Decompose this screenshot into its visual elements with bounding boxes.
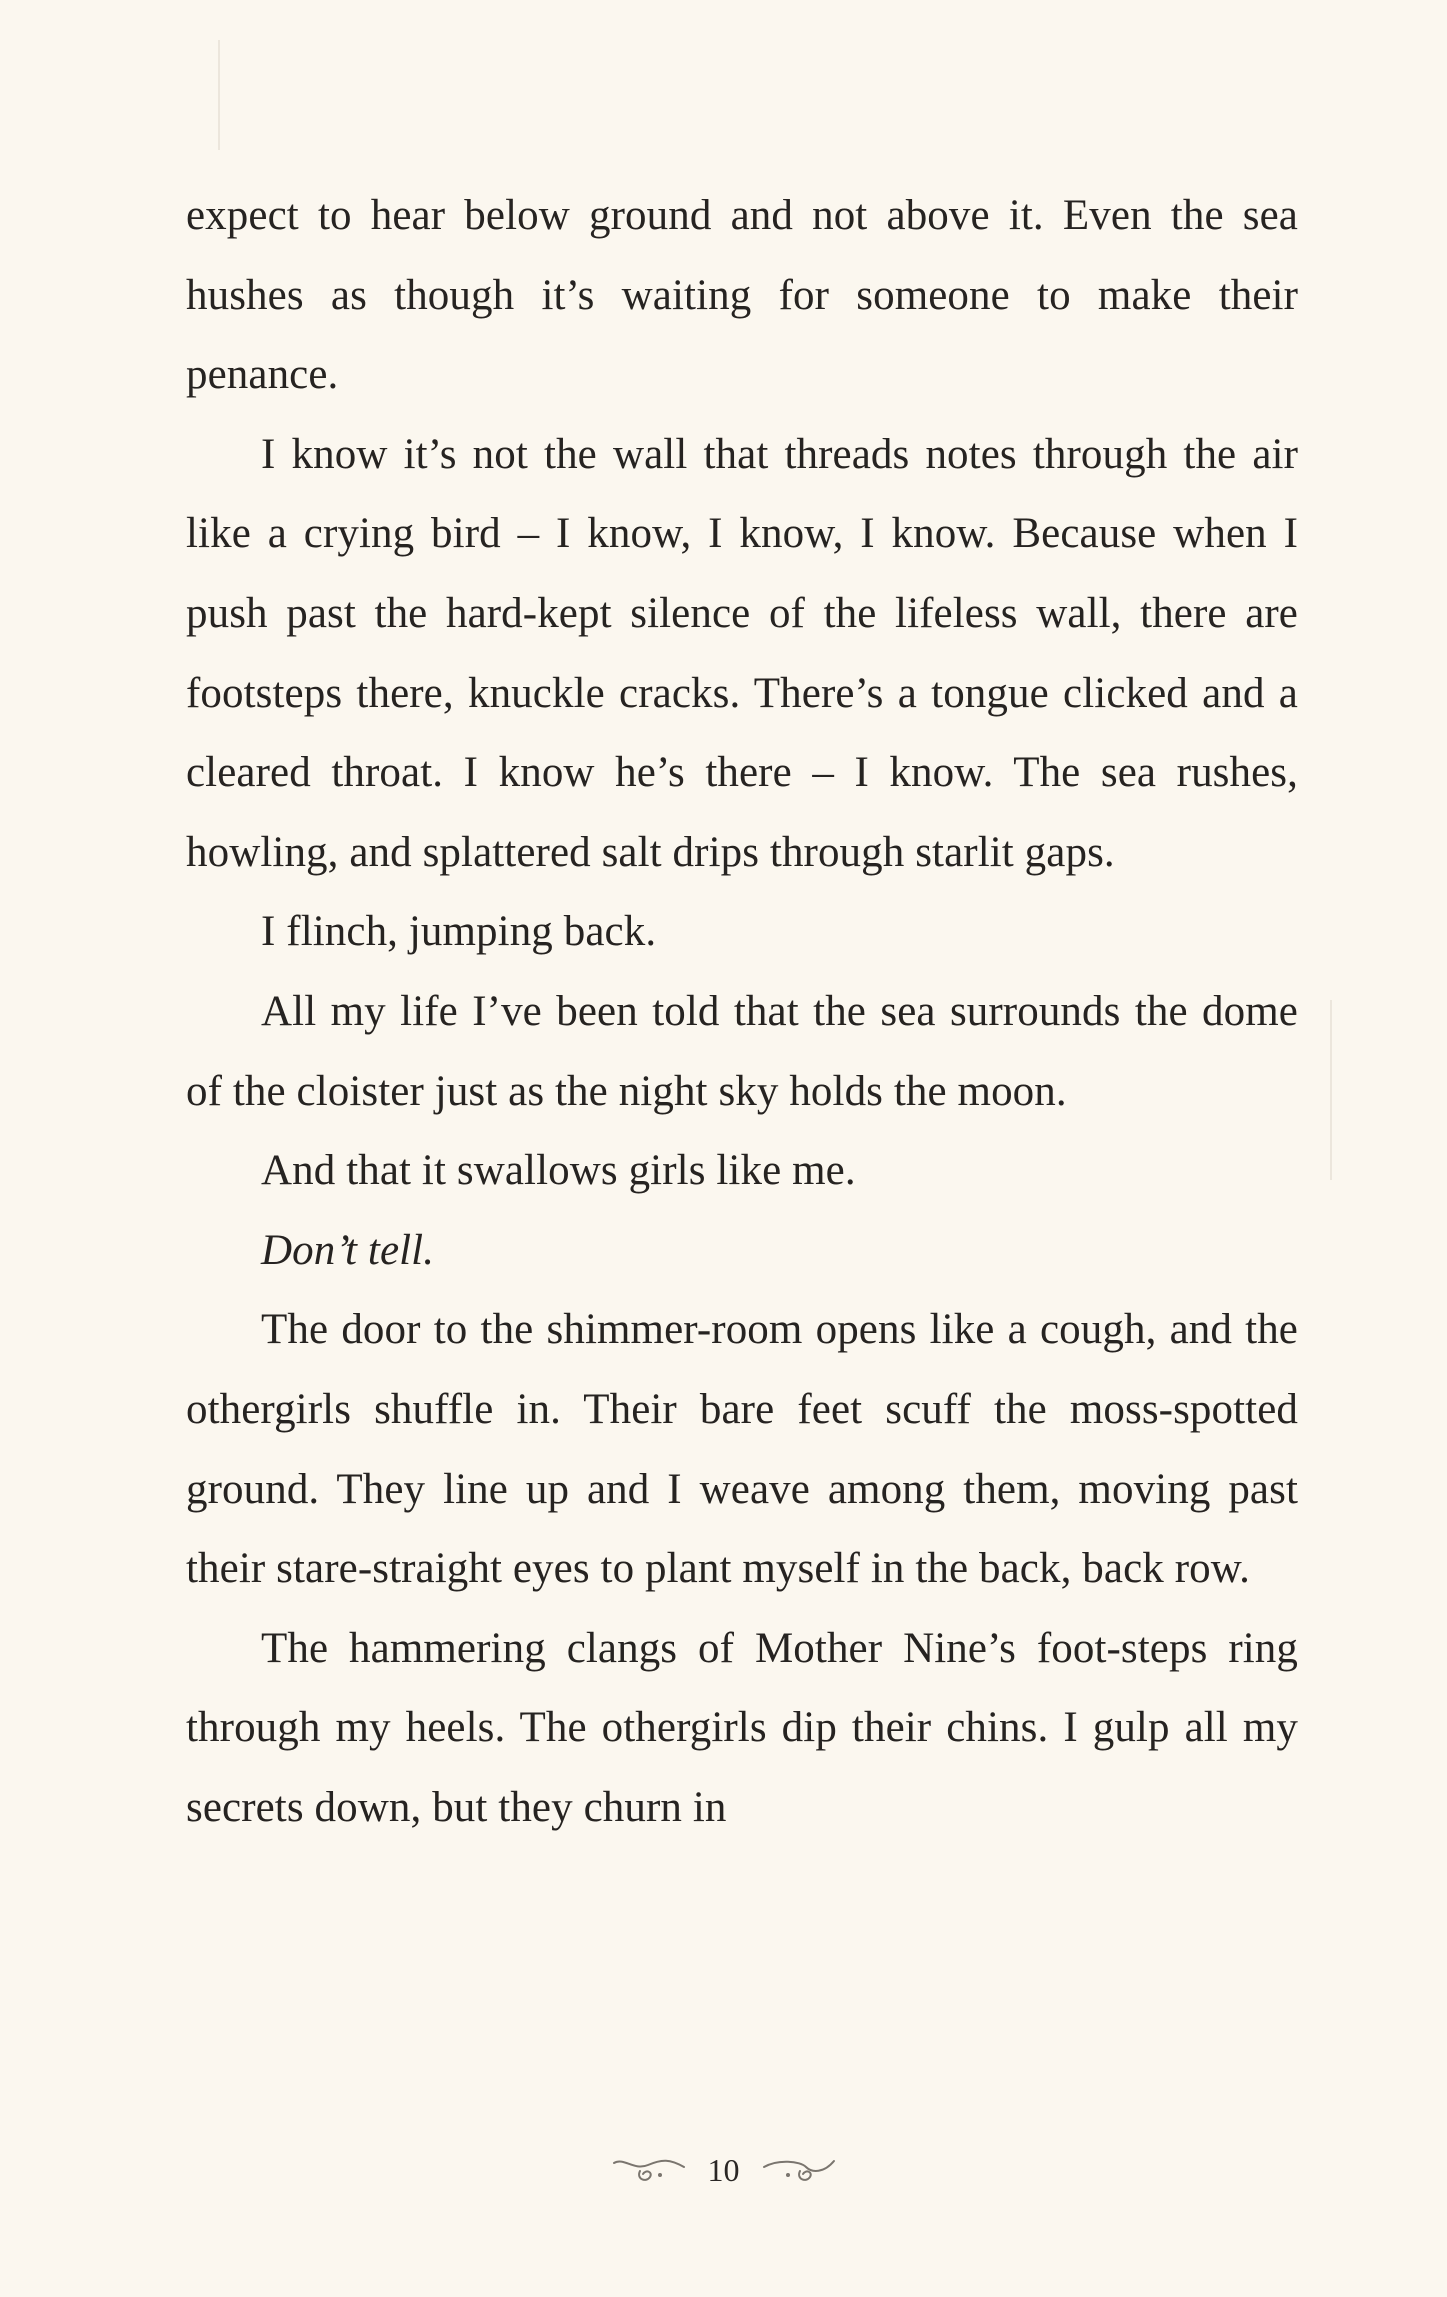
paragraph-7: The door to the shimmer-room opens like a cough, and the othergirls shuffle in. Their bare feet scuff the moss-spotted ground. They line up and I weave among them, moving past their stare-straight eyes to plant myself in the back, back row.	[186, 1306, 1298, 1593]
right-flourish-icon	[758, 2153, 838, 2187]
paragraph-2: I know it’s not the wall that threads notes through the air like a crying bird – I know, I know, I know. Because when I push past the hard-kept silence of the lifeless wall, there are footsteps there, knuckle cracks. There’s a tongue clicked and a cleared throat. I know he’s there – I know. The sea rushes, howling, and splattered salt drips through starlit gaps.	[186, 430, 1298, 876]
scan-artifact	[218, 40, 220, 150]
page-footer	[0, 2150, 1447, 2190]
body-text	[186, 176, 1298, 1847]
paragraph-4: All my life I’ve been told that the sea surrounds the dome of the cloister just as the night sky holds the moon.	[186, 987, 1298, 1115]
paragraph-6: Don’t tell.	[261, 1226, 435, 1274]
scan-artifact	[1330, 1000, 1332, 1180]
page-number: 10	[707, 2151, 740, 2188]
paragraph-3: I flinch, jumping back.	[261, 908, 657, 956]
paragraph-5: And that it swallows girls like me.	[261, 1147, 856, 1195]
paragraph-1: expect to hear below ground and not above it. Even the sea hushes as though it’s waiting for someone to make their penance.	[186, 192, 1298, 399]
left-flourish-icon	[610, 2153, 690, 2187]
paragraph-8: The hammering clangs of Mother Nine’s foot-steps ring through my heels. The othergirls dip their chins. I gulp all my secrets down, but they churn in	[186, 1624, 1298, 1831]
